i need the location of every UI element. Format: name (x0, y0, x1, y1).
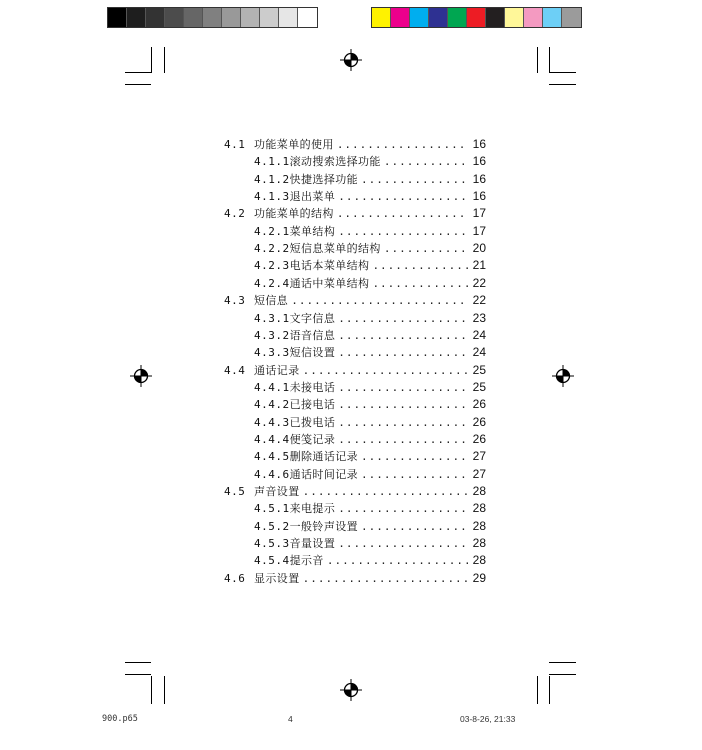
toc-entry-page: 16 (472, 154, 486, 169)
toc-leader-dots (338, 379, 468, 396)
toc-entry[interactable] (224, 396, 486, 413)
gray-swatch (241, 8, 260, 27)
registration-target-top (340, 49, 362, 71)
color-swatch (505, 8, 524, 27)
toc-entry-title: 滚动搜索选择功能 (289, 155, 381, 169)
toc-entry-title: 快捷选择功能 (289, 172, 359, 186)
toc-entry[interactable] (224, 171, 486, 188)
toc-entry-number: 4.1.1 (254, 155, 290, 169)
toc-entry[interactable] (224, 518, 486, 535)
toc-entry-title: 短信息 (254, 294, 289, 308)
toc-entry-page: 22 (472, 275, 486, 290)
toc-leader-dots (361, 518, 468, 535)
toc-entry[interactable] (224, 466, 486, 483)
toc-leader-dots (327, 552, 468, 569)
toc-entry-number: 4.4.4 (254, 432, 290, 446)
toc-entry-number: 4.4.5 (254, 450, 290, 464)
toc-leader-dots (303, 570, 468, 587)
registration-target-right (552, 365, 574, 387)
toc-entry-title: 已拨电话 (289, 415, 336, 429)
gray-swatch (184, 8, 203, 27)
toc-entry-number: 4.2.4 (254, 276, 290, 290)
toc-entry[interactable] (224, 379, 486, 396)
toc-leader-dots (361, 171, 468, 188)
toc-entry-title: 语音信息 (289, 328, 336, 342)
toc-leader-dots (338, 431, 468, 448)
toc-entry-number: 4.4.3 (254, 415, 290, 429)
toc-entry-page: 16 (472, 137, 486, 151)
toc-leader-dots (303, 362, 468, 379)
toc-entry[interactable] (224, 552, 486, 569)
toc-entry-page: 16 (472, 189, 486, 204)
toc-entry-number: 4.3.1 (254, 311, 290, 325)
toc-leader-dots (372, 275, 468, 292)
toc-entry[interactable] (224, 257, 486, 274)
toc-entry-title: 功能菜单的结构 (254, 207, 334, 221)
toc-entry-page: 28 (472, 553, 486, 568)
toc-leader-dots (338, 500, 468, 517)
toc-entry-page: 21 (472, 258, 486, 273)
footer-timestamp: 03-8-26, 21:33 (460, 714, 516, 724)
color-swatch (486, 8, 505, 27)
toc-entry-number: 4.2.1 (254, 224, 290, 238)
toc-entry-number: 4.1 (224, 138, 246, 151)
toc-entry-title: 退出菜单 (289, 190, 336, 204)
registration-target-bottom (340, 679, 362, 701)
toc-entry[interactable] (224, 414, 486, 431)
toc-entry[interactable] (224, 240, 486, 257)
toc-entry-page: 28 (472, 536, 486, 551)
toc-entry[interactable] (224, 292, 486, 309)
toc-leader-dots (303, 483, 468, 500)
toc-entry-title: 删除通话记录 (289, 450, 359, 464)
toc-entry-page: 20 (472, 241, 486, 256)
toc-entry-page: 23 (472, 310, 486, 325)
color-swatch (429, 8, 448, 27)
toc-entry[interactable] (224, 275, 486, 292)
color-swatch (467, 8, 486, 27)
toc-entry-number: 4.1.3 (254, 190, 290, 204)
gray-swatch (203, 8, 222, 27)
toc-entry[interactable] (224, 570, 486, 587)
gray-swatch (222, 8, 241, 27)
toc-entry-page: 26 (472, 431, 486, 446)
gray-swatch (146, 8, 165, 27)
toc-entry-title: 文字信息 (289, 311, 336, 325)
toc-entry-title: 提示音 (289, 554, 324, 568)
toc-entry-number: 4.5.4 (254, 554, 290, 568)
toc-entry[interactable] (224, 500, 486, 517)
toc-entry-title: 通话记录 (254, 363, 300, 377)
toc-entry-title: 功能菜单的使用 (254, 138, 334, 151)
toc-entry-number: 4.3.2 (254, 328, 290, 342)
toc-entry-title: 短信设置 (289, 346, 336, 360)
toc-entry-title: 电话本菜单结构 (289, 259, 370, 273)
gray-color-bar (107, 7, 318, 28)
toc-entry-number: 4.5.1 (254, 502, 290, 516)
toc-entry[interactable] (224, 153, 486, 170)
toc-entry-page: 17 (472, 223, 486, 238)
toc-leader-dots (291, 292, 468, 309)
toc-leader-dots (338, 414, 468, 431)
toc-entry-number: 4.3.3 (254, 346, 290, 360)
toc-entry[interactable] (224, 344, 486, 361)
toc-entry-title: 来电提示 (289, 502, 336, 516)
toc-entry[interactable] (224, 310, 486, 327)
gray-swatch (260, 8, 279, 27)
color-swatch (372, 8, 391, 27)
toc-entry-title: 短信息菜单的结构 (289, 242, 381, 256)
toc-entry-page: 29 (472, 570, 486, 585)
color-swatch (391, 8, 410, 27)
footer-page-number: 4 (288, 714, 293, 724)
toc-entry-number: 4.4.1 (254, 380, 290, 394)
toc-entry[interactable] (224, 448, 486, 465)
toc-entry[interactable] (224, 483, 486, 500)
toc-entry-page: 28 (472, 501, 486, 516)
toc-entry-number: 4.2 (224, 207, 246, 221)
toc-entry[interactable] (224, 188, 486, 205)
process-color-bar (371, 7, 582, 28)
gray-swatch (127, 8, 146, 27)
toc-entry-page: 24 (472, 345, 486, 360)
toc-entry-title: 未接电话 (289, 380, 336, 394)
toc-leader-dots (384, 153, 468, 170)
registration-target-left (130, 365, 152, 387)
toc-entry-title: 声音设置 (254, 485, 300, 498)
toc-entry-page: 27 (472, 449, 486, 464)
color-swatch (524, 8, 543, 27)
toc-entry-page: 28 (472, 484, 486, 498)
toc-entry-page: 25 (472, 379, 486, 394)
toc-leader-dots (338, 396, 468, 413)
toc-entry[interactable] (224, 431, 486, 448)
toc-leader-dots (338, 310, 468, 327)
footer-filename: 900.p65 (102, 714, 138, 724)
toc-entry-page: 26 (472, 397, 486, 412)
toc-entry-title: 通话时间记录 (289, 467, 359, 481)
toc-entry-page: 27 (472, 466, 486, 481)
toc-entry-number: 4.1.2 (254, 172, 290, 186)
toc-entry-title: 菜单结构 (289, 224, 336, 238)
toc-entry-number: 4.5.2 (254, 519, 290, 533)
toc-entry[interactable] (224, 205, 486, 222)
toc-leader-dots (338, 188, 468, 205)
color-swatch (543, 8, 562, 27)
toc-entry-page: 25 (472, 362, 486, 377)
toc-entry-number: 4.6 (224, 571, 246, 585)
toc-entry[interactable] (224, 362, 486, 379)
toc-leader-dots (337, 136, 468, 153)
toc-leader-dots (338, 344, 468, 361)
gray-swatch (298, 8, 317, 27)
toc-entry[interactable] (224, 535, 486, 552)
color-swatch (562, 8, 581, 27)
toc-entry-number: 4.4.2 (254, 398, 290, 412)
toc-entry-title: 显示设置 (254, 571, 300, 585)
toc-entry[interactable] (224, 223, 486, 240)
toc-entry-number: 4.2.2 (254, 242, 290, 256)
toc-entry-title: 音量设置 (289, 537, 336, 551)
toc-leader-dots (338, 535, 468, 552)
toc-entry-title: 已接电话 (289, 398, 336, 412)
toc-leader-dots (337, 205, 468, 222)
toc-entry-page: 22 (472, 293, 486, 308)
toc-leader-dots (361, 448, 468, 465)
toc-entry-page: 24 (472, 327, 486, 342)
gray-swatch (279, 8, 298, 27)
toc-entry-title: 一般铃声设置 (289, 519, 359, 533)
toc-entry-number: 4.3 (224, 294, 246, 308)
toc-leader-dots (338, 327, 468, 344)
toc-entry-number: 4.2.3 (254, 259, 290, 273)
toc-entry-title: 便笺记录 (289, 432, 336, 446)
toc-entry[interactable] (224, 327, 486, 344)
toc-entry-page: 17 (472, 206, 486, 221)
toc-entry-page: 16 (472, 171, 486, 186)
toc-entry-number: 4.4.6 (254, 467, 290, 481)
toc-leader-dots (372, 257, 468, 274)
color-swatch (410, 8, 429, 27)
toc-entry-number: 4.4 (224, 363, 246, 377)
toc-entry-page: 28 (472, 518, 486, 533)
toc-entry-page: 26 (472, 414, 486, 429)
toc-entry[interactable] (224, 136, 486, 153)
gray-swatch (165, 8, 184, 27)
toc-entry-number: 4.5.3 (254, 537, 290, 551)
toc-leader-dots (384, 240, 468, 257)
gray-swatch (108, 8, 127, 27)
toc-leader-dots (361, 466, 468, 483)
toc-entry-number: 4.5 (224, 485, 246, 498)
toc-entry-title: 通话中菜单结构 (289, 276, 370, 290)
toc-leader-dots (338, 223, 468, 240)
color-swatch (448, 8, 467, 27)
